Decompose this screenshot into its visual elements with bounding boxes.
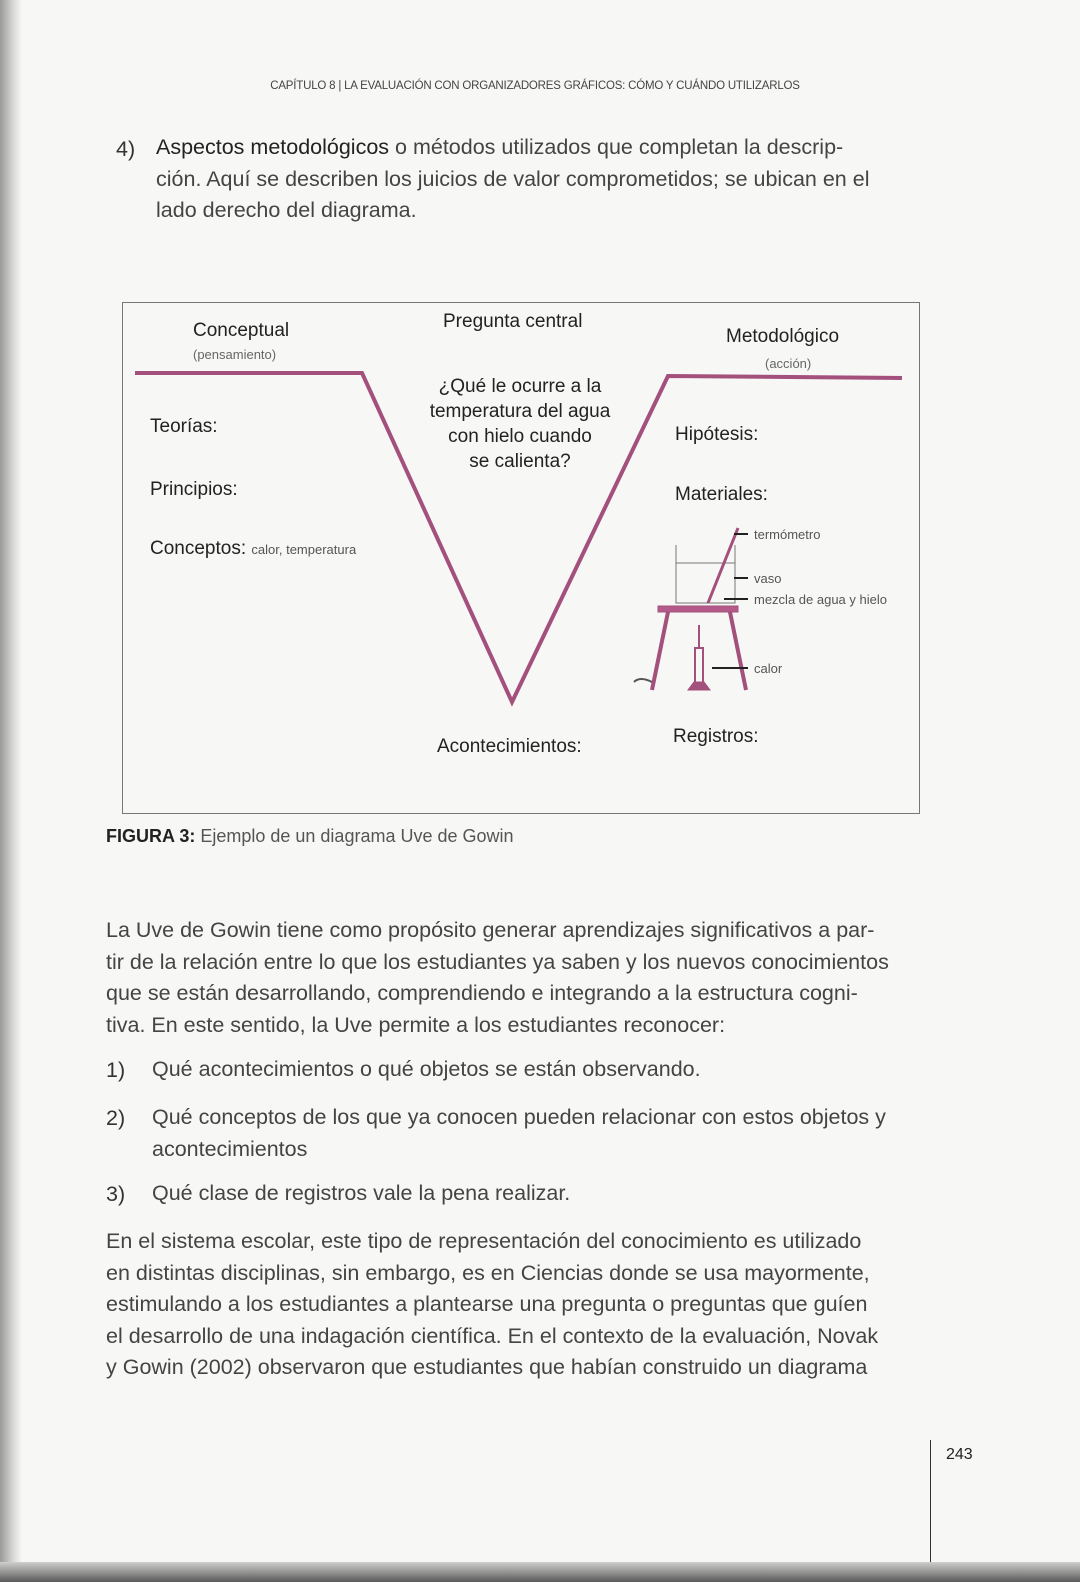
- text-line: que se están desarrollando, comprendiendo e integrando a la estructura cogni-: [106, 981, 858, 1005]
- text-line: o métodos utilizados que completan la descrip-: [389, 135, 844, 159]
- list-marker: 4): [116, 137, 136, 161]
- list-item: [152, 1102, 886, 1165]
- conceptos-value: calor, temperatura: [251, 542, 357, 557]
- principios-label: Principios:: [150, 479, 238, 500]
- list-marker: 3): [106, 1182, 126, 1206]
- question-line: se calienta?: [469, 451, 571, 472]
- running-header: CAPÍTULO 8 | LA EVALUACIÓN CON ORGANIZADORES GRÁFICOS: CÓMO Y CUÁNDO UTILIZARLOS: [270, 80, 800, 92]
- question-line: con hielo cuando: [448, 426, 592, 447]
- text-line: En el sistema escolar, este tipo de representación del conocimiento es utilizado: [106, 1229, 862, 1253]
- conceptos-label: [150, 538, 356, 560]
- text-line: tir de la relación entre lo que los estudiantes ya saben y los nuevos conocimientos: [106, 949, 889, 974]
- label-calor: calor: [754, 661, 783, 676]
- label-mezcla: mezcla de agua y hielo: [754, 592, 887, 607]
- list-item: Qué clase de registros vale la pena realizar.: [152, 1181, 571, 1205]
- hipotesis-label: Hipótesis:: [675, 424, 759, 445]
- conceptual-subheading: (pensamiento): [193, 347, 277, 362]
- text-line: acontecimientos: [152, 1136, 308, 1161]
- figure-caption: [106, 826, 514, 847]
- paragraph-2: [106, 1226, 946, 1384]
- question-line: ¿Qué le ocurre a la: [438, 376, 602, 397]
- text-line: en distintas disciplinas, sin embargo, es en Ciencias donde se usa mayormente,: [106, 1260, 870, 1285]
- list-marker: 2): [106, 1106, 126, 1130]
- central-question: [400, 374, 640, 474]
- list-marker: 1): [106, 1058, 126, 1082]
- page-bottom-shadow: [0, 1562, 1080, 1582]
- label-vaso: vaso: [754, 571, 782, 586]
- text-line: La Uve de Gowin tiene como propósito generar aprendizajes significativos a par-: [106, 918, 875, 942]
- lab-apparatus-illustration: [634, 606, 746, 690]
- text-line: y Gowin (2002) observaron que estudiantes que habían construido un diagrama: [106, 1355, 868, 1379]
- registros-label: Registros:: [673, 726, 759, 747]
- paragraph-1: [106, 915, 946, 1041]
- conceptual-heading: Conceptual: [193, 320, 290, 341]
- label-termometro: termómetro: [754, 527, 821, 542]
- page-number: 243: [946, 1446, 973, 1463]
- caption-text: Ejemplo de un diagrama Uve de Gowin: [195, 826, 514, 846]
- teorias-label: Teorías:: [150, 416, 218, 437]
- text-line: el desarrollo de una indagación científica. En el contexto de la evaluación, Novak: [106, 1323, 879, 1348]
- methodological-subheading: (acción): [765, 356, 812, 371]
- central-question-heading: Pregunta central: [443, 311, 583, 332]
- text-line: Qué conceptos de los que ya conocen pueden relacionar con estos objetos y: [152, 1105, 886, 1129]
- page-number-rule: [930, 1440, 931, 1562]
- list-item: Qué acontecimientos o qué objetos se están observando.: [152, 1057, 701, 1081]
- text-line: estimulando a los estudiantes a plantearse una pregunta o preguntas que guíen: [106, 1292, 868, 1316]
- caption-label: FIGURA 3:: [106, 826, 196, 846]
- text-line: lado derecho del diagrama.: [156, 198, 417, 222]
- conceptos-title: Conceptos:: [150, 538, 247, 559]
- question-line: temperatura del agua: [429, 401, 611, 422]
- materiales-label: Materiales:: [675, 484, 768, 505]
- methodological-heading: Metodológico: [726, 326, 840, 347]
- text-line: ción. Aquí se describen los juicios de valor comprometidos; se ubican en el: [156, 166, 870, 191]
- acontecimientos-label: Acontecimientos:: [437, 736, 582, 757]
- item4-term: Aspectos metodológicos: [156, 135, 390, 159]
- text-line: tiva. En este sentido, la Uve permite a los estudiantes reconocer:: [106, 1012, 726, 1037]
